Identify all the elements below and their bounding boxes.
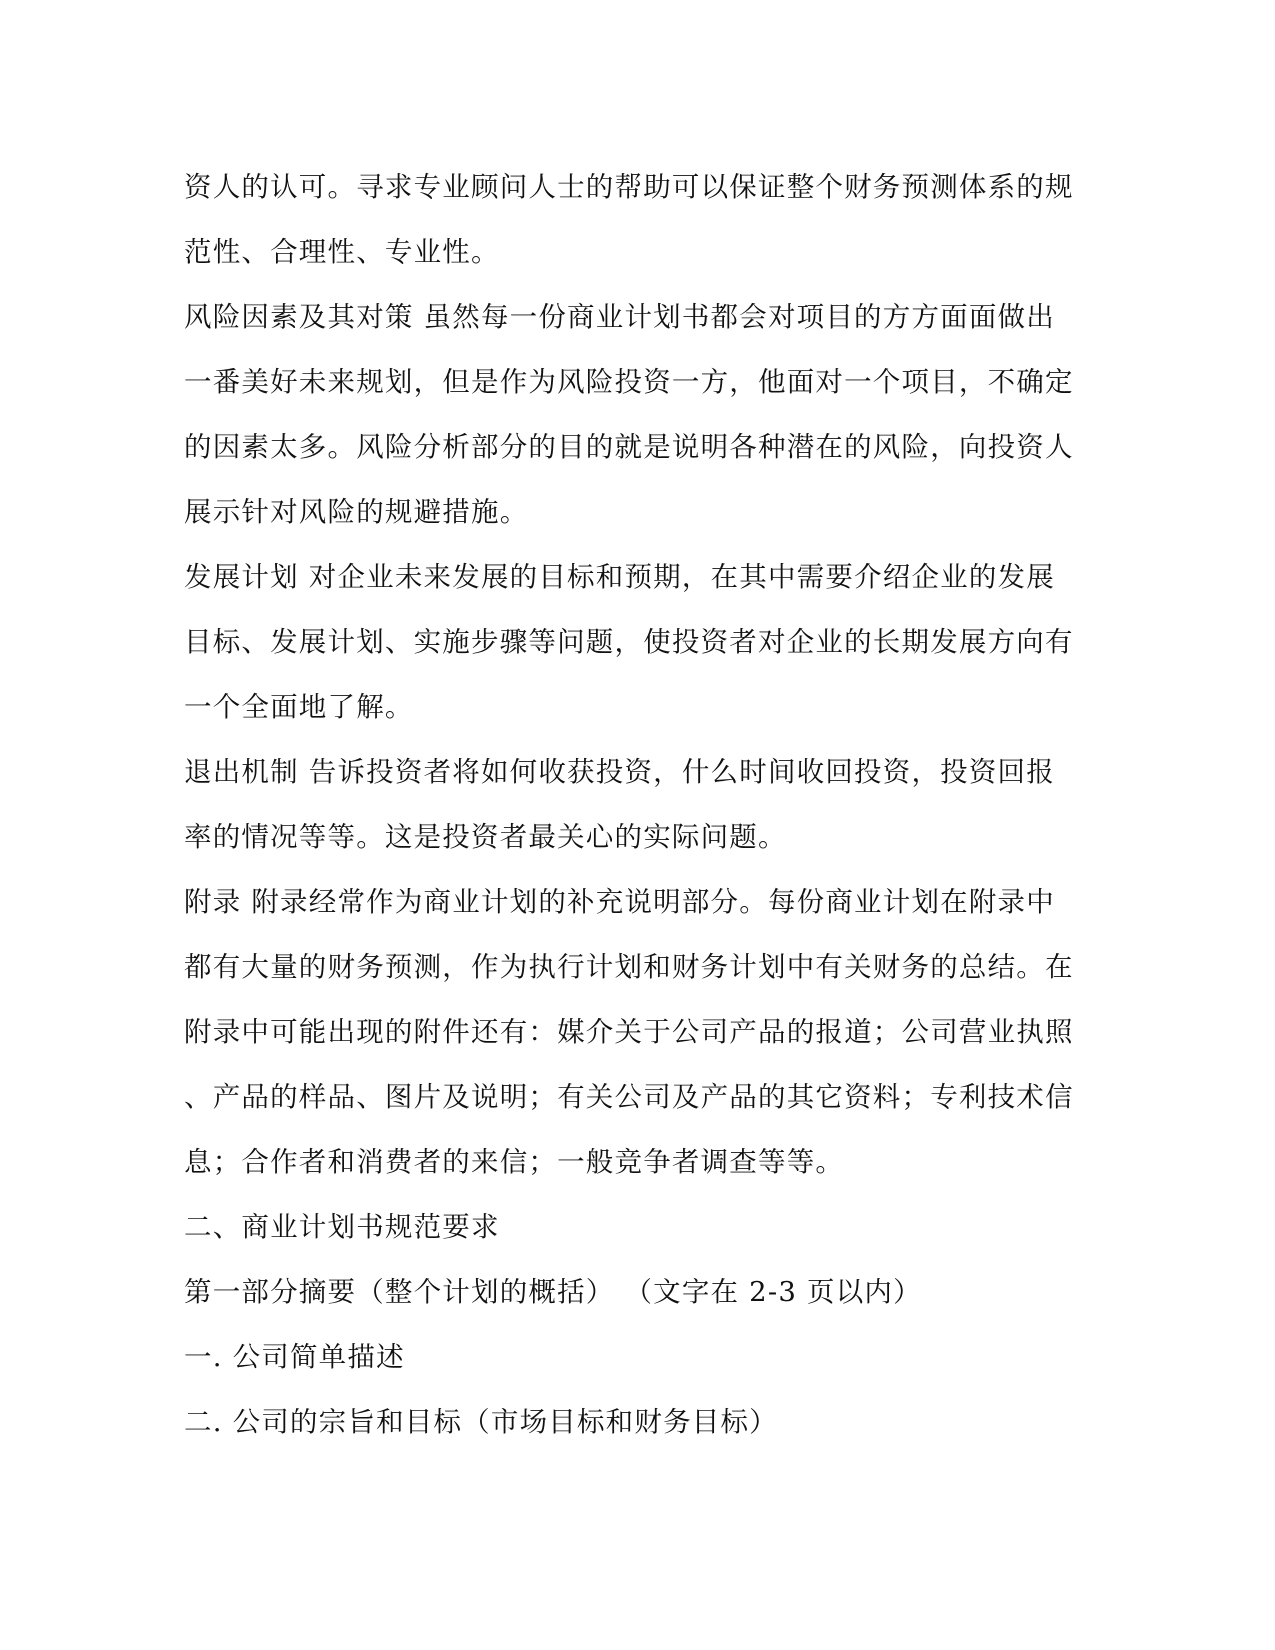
text-line-exit-mechanism-2: 率的情况等等。这是投资者最关心的实际问题。: [184, 821, 787, 853]
text-line-exit-mechanism: 退出机制 告诉投资者将如何收获投资，什么时间收回投资，投资回报: [184, 756, 1055, 788]
text-line-development-plan: 发展计划 对企业未来发展的目标和预期，在其中需要介绍企业的发展: [184, 561, 1055, 593]
text-line-financial-end: 资人的认可。寻求专业顾问人士的帮助可以保证整个财务预测体系的规: [184, 171, 1074, 203]
text-line-appendix-4: 、产品的样品、图片及说明；有关公司及产品的其它资料；专利技术信: [184, 1081, 1074, 1113]
body-text: [184, 155, 1084, 1455]
text-line-risk-factors-2: 一番美好未来规划，但是作为风险投资一方，他面对一个项目，不确定: [184, 366, 1074, 398]
list-item-company-goals: 二. 公司的宗旨和目标（市场目标和财务目标）: [184, 1406, 778, 1438]
text-line-appendix-2: 都有大量的财务预测，作为执行计划和财务计划中有关财务的总结。在: [184, 951, 1074, 983]
text-line-risk-factors-3: 的因素太多。风险分析部分的目的就是说明各种潜在的风险，向投资人: [184, 431, 1074, 463]
list-item-company-description: 一. 公司简单描述: [184, 1341, 405, 1373]
text-line-development-plan-2: 目标、发展计划、实施步骤等问题，使投资者对企业的长期发展方向有: [184, 626, 1074, 658]
text-line-appendix: 附录 附录经常作为商业计划的补充说明部分。每份商业计划在附录中: [184, 886, 1055, 918]
text-line-development-plan-3: 一个全面地了解。: [184, 691, 414, 723]
text-line-risk-factors: 风险因素及其对策 虽然每一份商业计划书都会对项目的方方面面做出: [184, 301, 1055, 333]
text-line-appendix-5: 息；合作者和消费者的来信；一般竞争者调查等等。: [184, 1146, 845, 1178]
section-heading-part-one: 第一部分摘要（整个计划的概括） （文字在 2-3 页以内）: [184, 1276, 922, 1308]
text-line-appendix-3: 附录中可能出现的附件还有：媒介关于公司产品的报道；公司营业执照: [184, 1016, 1074, 1048]
text-line-risk-factors-4: 展示针对风险的规避措施。: [184, 496, 529, 528]
text-line-financial-end-2: 范性、合理性、专业性。: [184, 236, 500, 268]
section-heading-requirements: 二、商业计划书规范要求: [184, 1211, 500, 1243]
